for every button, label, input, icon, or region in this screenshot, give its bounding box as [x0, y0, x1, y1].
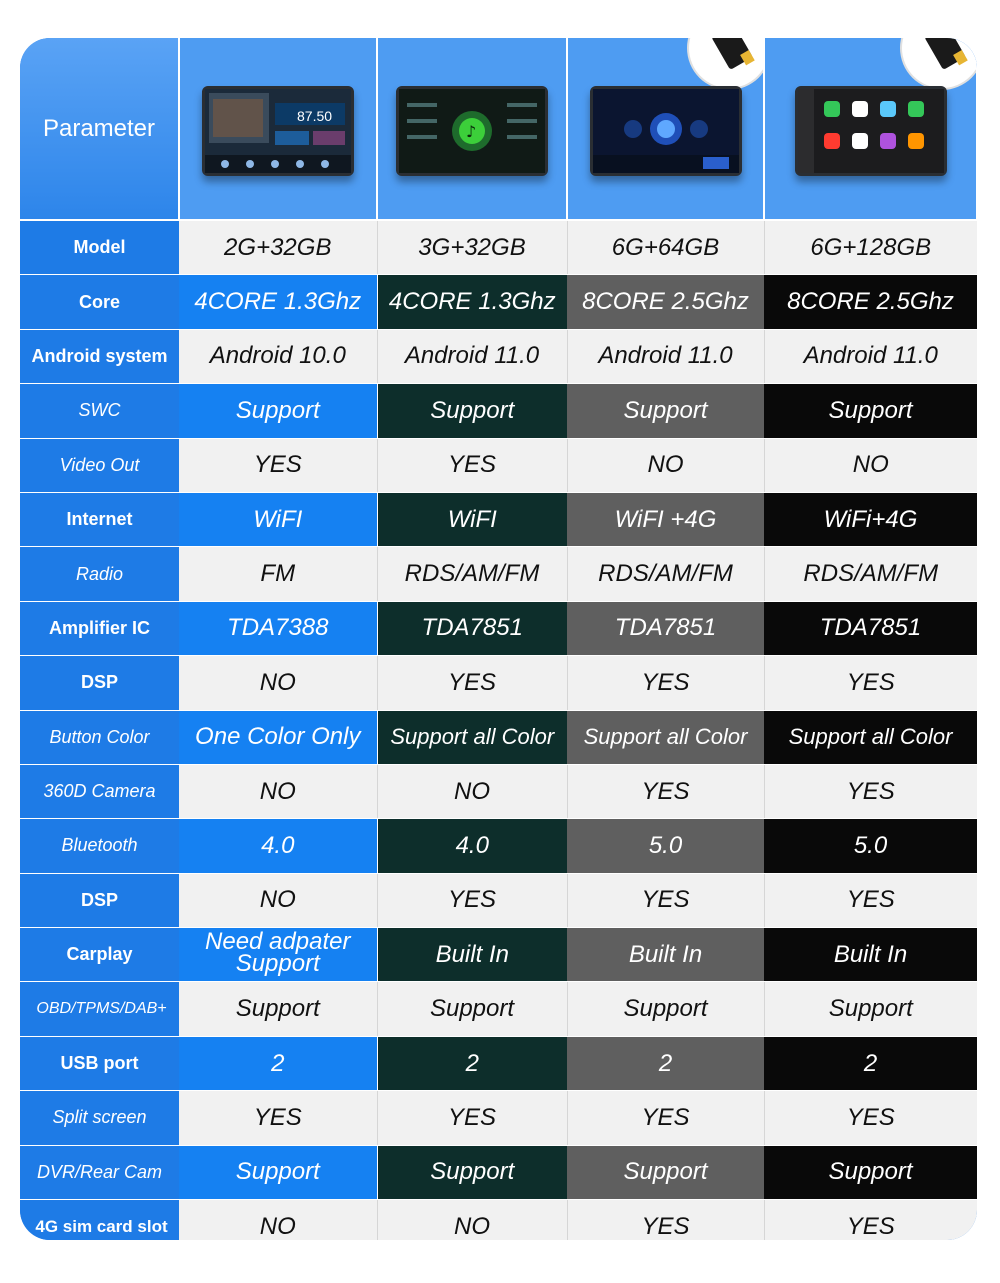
row-label: OBD/TPMS/DAB+	[20, 982, 179, 1036]
spec-row-360-camera	[20, 764, 977, 818]
cell: WiFi+4G	[764, 492, 977, 546]
row-label: Carplay	[20, 928, 179, 982]
cell: YES	[179, 1091, 377, 1145]
cell: Support	[764, 1145, 977, 1199]
cell: RDS/AM/FM	[567, 547, 764, 601]
cell: Support	[179, 1145, 377, 1199]
cell: NO	[179, 1200, 377, 1240]
cell: Support	[377, 1145, 567, 1199]
cell: 4.0	[377, 819, 567, 873]
cell: YES	[567, 1200, 764, 1240]
spec-row-usb	[20, 1036, 977, 1090]
music-note-icon: ♪	[466, 122, 477, 141]
spec-row-dsp	[20, 656, 977, 710]
product-3-image	[567, 38, 764, 220]
cell: YES	[567, 764, 764, 818]
cell: 5.0	[567, 819, 764, 873]
cell: Android 11.0	[764, 329, 977, 383]
cell: Built In	[377, 928, 567, 982]
cell: RDS/AM/FM	[377, 547, 567, 601]
cell: 4CORE 1.3Ghz	[179, 275, 377, 329]
spec-row-amplifier	[20, 601, 977, 655]
cell: TDA7388	[179, 601, 377, 655]
cell: RDS/AM/FM	[764, 547, 977, 601]
cell: YES	[377, 873, 567, 927]
cell: Support	[179, 982, 377, 1036]
spec-row-bluetooth	[20, 819, 977, 873]
spec-row-obd	[20, 982, 977, 1036]
cell: Support	[179, 384, 377, 438]
cell: TDA7851	[764, 601, 977, 655]
cell: WiFI	[179, 492, 377, 546]
spec-row-core	[20, 275, 977, 329]
music-player-screen	[396, 86, 548, 176]
row-label: USB port	[20, 1036, 179, 1090]
cell: 2	[567, 1036, 764, 1090]
cell: YES	[764, 1091, 977, 1145]
row-label: Radio	[20, 547, 179, 601]
cell: NO	[377, 1200, 567, 1240]
parameter-header: Parameter	[20, 38, 179, 220]
cell: NO	[764, 438, 977, 492]
row-label: Button Color	[20, 710, 179, 764]
spec-row-model	[20, 220, 977, 275]
cell	[179, 928, 377, 982]
cell: YES	[377, 656, 567, 710]
cell: NO	[179, 656, 377, 710]
equalizer-screen	[590, 86, 742, 176]
radio-frequency-text: 87.50	[297, 108, 333, 124]
spec-row-internet	[20, 492, 977, 546]
spec-comparison-table	[20, 38, 977, 1240]
cell: Support	[764, 982, 977, 1036]
cell: Support	[377, 982, 567, 1036]
cell: Built In	[567, 928, 764, 982]
cell: 8CORE 2.5Ghz	[764, 275, 977, 329]
cell: YES	[567, 1091, 764, 1145]
cell: 3G+32GB	[377, 220, 567, 275]
spec-row-dsp-2	[20, 873, 977, 927]
cell: YES	[567, 656, 764, 710]
spec-row-dvr	[20, 1145, 977, 1199]
cell: Android 11.0	[567, 329, 764, 383]
row-label: 360D Camera	[20, 764, 179, 818]
row-label: Android system	[20, 329, 179, 383]
cell: FM	[179, 547, 377, 601]
spec-table	[20, 38, 977, 1240]
usb-adapter-icon	[689, 38, 764, 88]
cell: 8CORE 2.5Ghz	[567, 275, 764, 329]
cell: 4CORE 1.3Ghz	[377, 275, 567, 329]
cell: WiFI +4G	[567, 492, 764, 546]
usb-adapter-icon	[902, 38, 977, 88]
cell: TDA7851	[567, 601, 764, 655]
cell: Android 10.0	[179, 329, 377, 383]
row-label: DSP	[20, 656, 179, 710]
row-label: Bluetooth	[20, 819, 179, 873]
cell: YES	[764, 873, 977, 927]
cell: 2	[179, 1036, 377, 1090]
cell: Support	[377, 384, 567, 438]
row-label: Model	[20, 220, 179, 275]
cell: 2	[377, 1036, 567, 1090]
cell: Support all Color	[764, 710, 977, 764]
cell: Support	[764, 384, 977, 438]
cell: NO	[377, 764, 567, 818]
carplay-app-grid-screen	[795, 86, 947, 176]
cell: One Color Only	[179, 710, 377, 764]
product-2-image	[377, 38, 567, 220]
spec-row-video-out	[20, 438, 977, 492]
cell: Android 11.0	[377, 329, 567, 383]
cell: YES	[764, 764, 977, 818]
cell: TDA7851	[377, 601, 567, 655]
cell: YES	[179, 438, 377, 492]
spec-row-split-screen	[20, 1091, 977, 1145]
spec-row-sim-slot	[20, 1200, 977, 1240]
cell: Support	[567, 982, 764, 1036]
cell: Support	[567, 1145, 764, 1199]
row-label: Video Out	[20, 438, 179, 492]
row-label: Amplifier IC	[20, 601, 179, 655]
radio-home-screen	[202, 86, 354, 176]
row-label: Internet	[20, 492, 179, 546]
cell: Support all Color	[567, 710, 764, 764]
header-row	[20, 38, 977, 220]
cell: Built In	[764, 928, 977, 982]
product-1-image	[179, 38, 377, 220]
cell: YES	[567, 873, 764, 927]
spec-row-carplay	[20, 928, 977, 982]
spec-row-button-color	[20, 710, 977, 764]
carplay-need-adapter: Need adpater Support	[205, 928, 351, 978]
cell: 4.0	[179, 819, 377, 873]
spec-row-radio	[20, 547, 977, 601]
cell: WiFI	[377, 492, 567, 546]
row-label: SWC	[20, 384, 179, 438]
cell: 6G+64GB	[567, 220, 764, 275]
cell: NO	[179, 764, 377, 818]
cell: 5.0	[764, 819, 977, 873]
cell: NO	[567, 438, 764, 492]
cell: YES	[764, 656, 977, 710]
row-label: DSP	[20, 873, 179, 927]
cell: YES	[377, 438, 567, 492]
cell: YES	[764, 1200, 977, 1240]
spec-row-android	[20, 329, 977, 383]
row-label: Split screen	[20, 1091, 179, 1145]
cell: NO	[179, 873, 377, 927]
cell: 2G+32GB	[179, 220, 377, 275]
cell: Support all Color	[377, 710, 567, 764]
cell: 2	[764, 1036, 977, 1090]
cell: YES	[377, 1091, 567, 1145]
product-4-image	[764, 38, 977, 220]
spec-row-swc	[20, 384, 977, 438]
cell: Support	[567, 384, 764, 438]
row-label: Core	[20, 275, 179, 329]
cell: 6G+128GB	[764, 220, 977, 275]
row-label: 4G sim card slot	[20, 1200, 179, 1240]
row-label: DVR/Rear Cam	[20, 1145, 179, 1199]
